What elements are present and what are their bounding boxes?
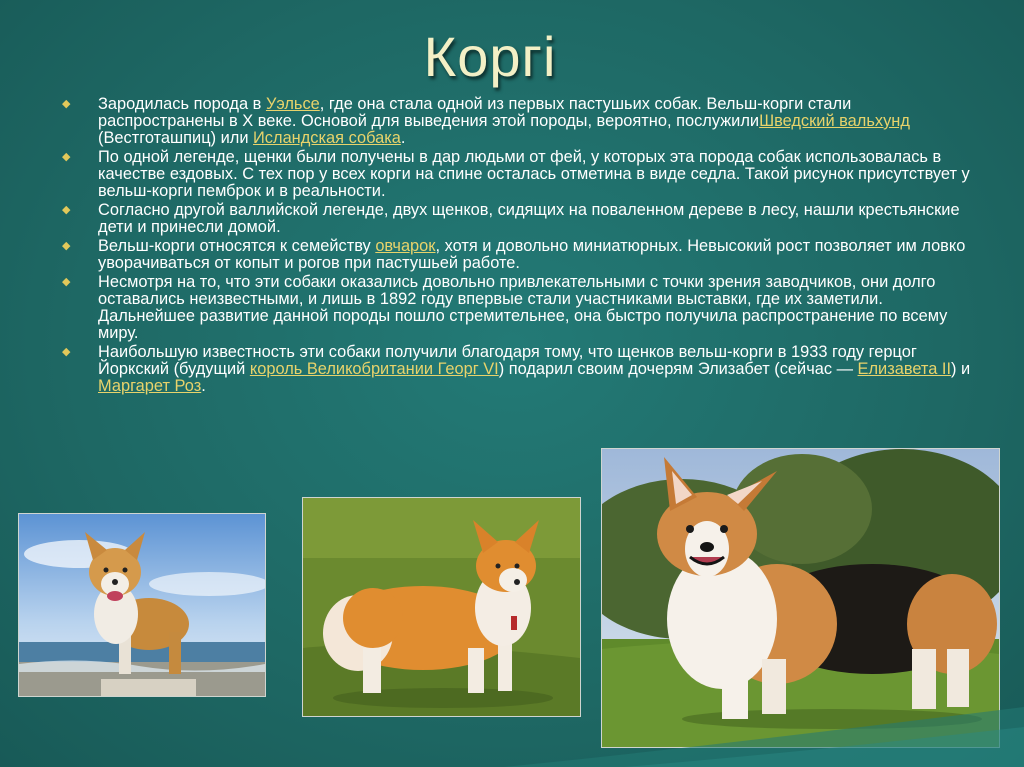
bullet-text: Несмотря на то, что эти собаки оказались довольно привлекательными с точки зрения заводчиков, они долго оставались неизвестными, и лишь в 1892 году впервые стали участниками выставки, где их заметили. Дальнейшее развитие данной породы пошло стремительнее, она быстро получила распространение по всему миру. bbox=[98, 273, 948, 342]
bullet-text: (Вестготашпиц) или bbox=[98, 129, 254, 147]
corgi-photo-beach bbox=[18, 513, 266, 697]
slide-title: Коргі bbox=[423, 25, 557, 88]
diamond-bullet-icon: ◆ bbox=[62, 204, 71, 216]
bullet-text: Зародилась порода в bbox=[98, 95, 266, 113]
wiki-link[interactable]: король Великобритании Георг VI bbox=[249, 360, 499, 378]
bullet-list bbox=[60, 96, 975, 397]
bullet-item bbox=[60, 96, 975, 147]
bullet-item bbox=[60, 202, 975, 236]
bullet-item bbox=[60, 274, 975, 342]
bullet-item bbox=[60, 238, 975, 272]
bullet-text: Наибольшую известность эти собаки получили благодаря тому, что щенков вельш-корги в 1933 году герцог Йоркский (будущий bbox=[98, 343, 917, 378]
wiki-link[interactable]: Маргарет Роз bbox=[98, 377, 202, 395]
bullet-text: . bbox=[400, 129, 406, 147]
wiki-link[interactable]: Исландская собака bbox=[253, 129, 401, 147]
corgi-photo-tricolor bbox=[601, 448, 1000, 748]
wiki-link[interactable]: Уэльсе bbox=[265, 95, 320, 113]
bullet-text: , хотя и довольно миниатюрных. Невысокий рост позволяет им ловко уворачиваться от копыт и рогов при пастушьей работе. bbox=[98, 237, 966, 272]
bullet-text: Согласно другой валлийской легенде, двух щенков, сидящих на поваленном дереве в лесу, нашли крестьянские дети и принесли домой. bbox=[98, 201, 960, 236]
diamond-bullet-icon: ◆ bbox=[62, 98, 71, 110]
wiki-link[interactable]: Елизавета II bbox=[857, 360, 952, 378]
bullet-item bbox=[60, 149, 975, 200]
wiki-link[interactable]: Шведский вальхунд bbox=[759, 112, 910, 130]
bullet-item bbox=[60, 344, 975, 395]
bullet-text: . bbox=[201, 377, 206, 395]
diamond-bullet-icon: ◆ bbox=[62, 276, 71, 288]
bullet-text: По одной легенде, щенки были получены в дар людьми от фей, у которых эта порода собак использовалась в качестве ездовых. С тех пор у всех корги на спине осталась отметина в виде седла. Такой рисунок присутствует у вельш-корги пемброк и в реальности. bbox=[98, 148, 970, 200]
bullet-text: ) подарил своим дочерям Элизабет (сейчас — bbox=[498, 360, 858, 378]
wiki-link[interactable]: овчарок bbox=[375, 237, 436, 255]
decorative-wave bbox=[504, 707, 1024, 767]
bullet-text: Вельш-корги относятся к семейству bbox=[98, 237, 376, 255]
diamond-bullet-icon: ◆ bbox=[62, 346, 71, 358]
diamond-bullet-icon: ◆ bbox=[62, 240, 71, 252]
bullet-text: , где она стала одной из первых пастушьих собак. Вельш-корги стали распространены в X веке. Основой для выведения этой породы, вероятно, послужили bbox=[98, 95, 852, 130]
bullet-text: ) и bbox=[951, 360, 971, 378]
corgi-photo-grass bbox=[302, 497, 581, 717]
diamond-bullet-icon: ◆ bbox=[62, 151, 71, 163]
